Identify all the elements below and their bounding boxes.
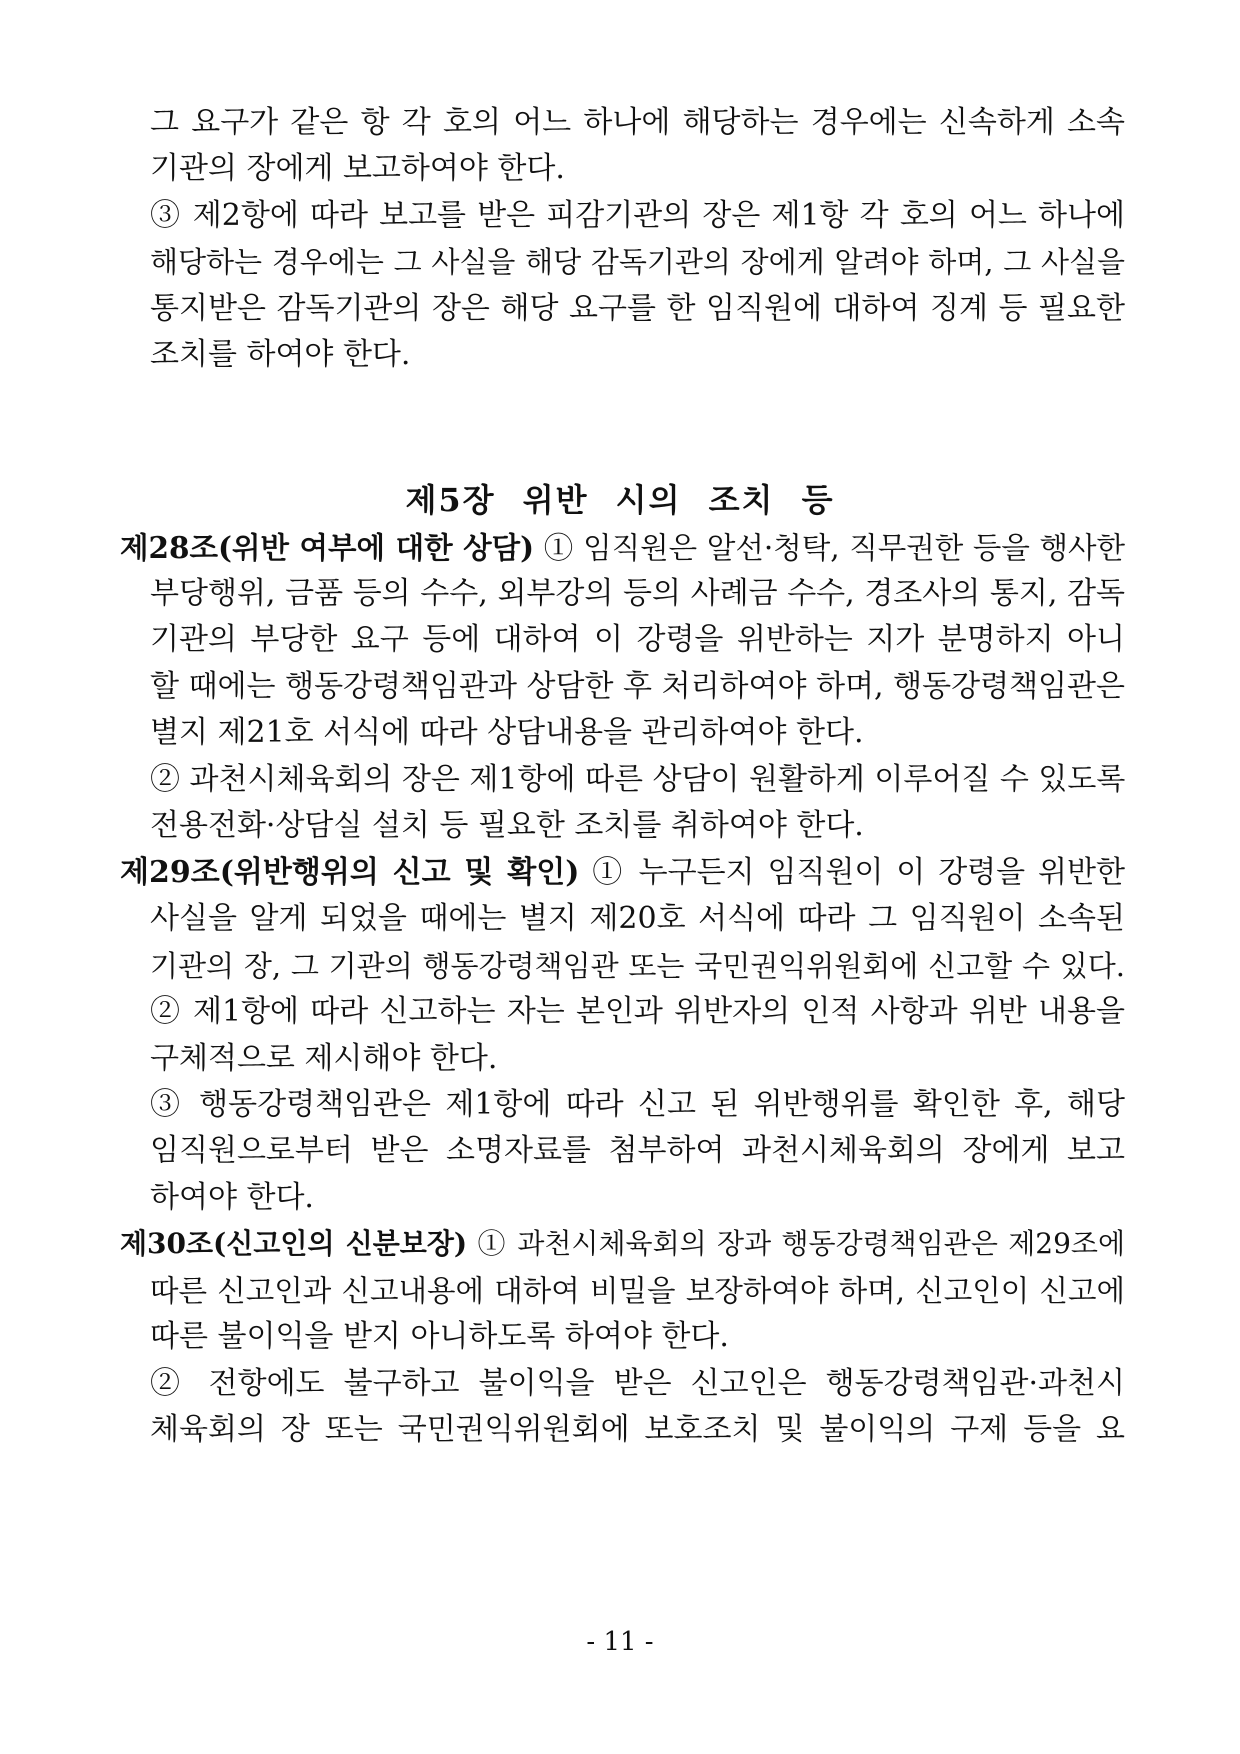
article-29-first-text: ① 누구든지 임직원이 이 강령을 위반한 <box>579 855 1125 890</box>
text-line: 기관의 장, 그 기관의 행동강령책임관 또는 국민권익위원회에 신고할 수 있다. <box>150 949 1125 983</box>
text-line: 별지 제21호 서식에 따라 상담내용을 관리하여야 한다. <box>150 715 864 750</box>
article-30-heading: 제30조(신고인의 신분보장) <box>120 1227 468 1260</box>
article-30-first-text: ① 과천시체육회의 장과 행동강령책임관은 제29조에 <box>467 1227 1125 1260</box>
text-line: 따른 신고인과 신고내용에 대하여 비밀을 보장하여야 하며, 신고인이 신고에 <box>150 1274 1125 1308</box>
text-line: 기관의 부당한 요구 등에 대하여 이 강령을 위반하는 지가 분명하지 아니 <box>150 622 1125 657</box>
text-line: 구체적으로 제시해야 한다. <box>150 1041 498 1076</box>
text-line: 사실을 알게 되었을 때에는 별지 제20호 서식에 따라 그 임직원이 소속된 <box>150 901 1125 936</box>
text-line: 전용전화·상담실 설치 등 필요한 조치를 취하여야 한다. <box>150 808 864 843</box>
text-line: 부당행위, 금품 등의 수수, 외부강의 등의 사례금 수수, 경조사의 통지, 감독 <box>150 576 1125 611</box>
text-line: 통지받은 감독기관의 장은 해당 요구를 한 임직원에 대하여 징계 등 필요한 <box>150 291 1125 326</box>
article-30-first-line <box>120 1224 1125 1264</box>
text-line: ③ 행동강령책임관은 제1항에 따라 신고 된 위반행위를 확인한 후, 해당 <box>150 1087 1125 1122</box>
article-28-first-text: ① 임직원은 알선·청탁, 직무권한 등을 행사한 <box>534 531 1126 565</box>
text-line: 임직원으로부터 받은 소명자료를 첨부하여 과천시체육회의 장에게 보고 <box>150 1133 1125 1168</box>
text-line: 따른 불이익을 받지 아니하도록 하여야 한다. <box>150 1319 729 1354</box>
text-line: ② 전항에도 불구하고 불이익을 받은 신고인은 행동강령책임관·과천시 <box>150 1366 1125 1401</box>
text-line: 그 요구가 같은 항 각 호의 어느 하나에 해당하는 경우에는 신속하게 소속 <box>150 105 1125 140</box>
article-28-heading: 제28조(위반 여부에 대한 상담) <box>120 530 535 565</box>
page-number: - 11 - <box>586 1627 654 1657</box>
text-line: 하여야 한다. <box>150 1180 314 1215</box>
text-line: ② 제1항에 따라 신고하는 자는 본인과 위반자의 인적 사항과 위반 내용을 <box>150 994 1125 1029</box>
text-line: 기관의 장에게 보고하여야 한다. <box>150 151 565 186</box>
text-line: ② 과천시체육회의 장은 제1항에 따른 상담이 원활하게 이루어질 수 있도록 <box>150 762 1126 797</box>
article-29-heading: 제29조(위반행위의 신고 및 확인) <box>120 855 580 890</box>
text-line: ③ 제2항에 따라 보고를 받은 피감기관의 장은 제1항 각 호의 어느 하나에 <box>150 198 1125 233</box>
text-line: 조치를 하여야 한다. <box>150 337 411 372</box>
article-28-first-line <box>120 528 1125 568</box>
text-line: 할 때에는 행동강령책임관과 상담한 후 처리하여야 하며, 행동강령책임관은 <box>150 669 1125 704</box>
text-line: 해당하는 경우에는 그 사실을 해당 감독기관의 장에게 알려야 하며, 그 사실을 <box>150 245 1125 279</box>
text-line: 체육회의 장 또는 국민권익위원회에 보호조치 및 불이익의 구제 등을 요 <box>150 1412 1125 1447</box>
chapter-title: 제5장 위반 시의 조치 등 <box>405 481 835 519</box>
article-29-first-line <box>120 853 1125 893</box>
